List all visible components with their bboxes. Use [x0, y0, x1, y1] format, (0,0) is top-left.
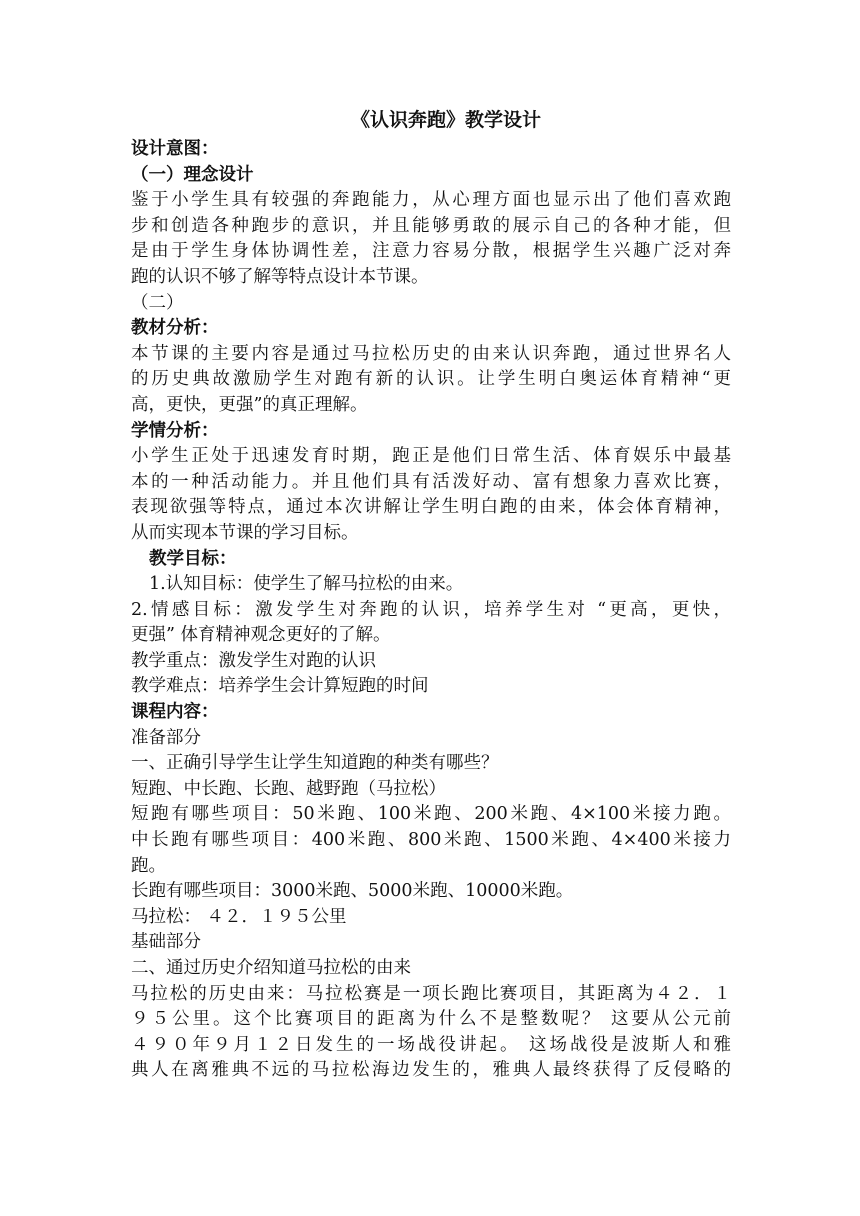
goal-item: 更强” 体育精神观念更好的了解。 — [131, 625, 391, 646]
document-body — [131, 104, 731, 1084]
paragraph-line: ４９０年９月１２日发生的一场战役讲起。 这场战役是波斯人和雅 — [131, 1034, 731, 1055]
heading-material-analysis: 教材分析： — [131, 318, 219, 339]
goal-item: 1.认知目标：使学生了解马拉松的由来。 — [149, 574, 464, 595]
subheading-two: （二） — [131, 292, 184, 313]
teaching-focus: 教学重点：激发学生对跑的认识 — [131, 650, 376, 671]
paragraph-line: 短跑有哪些项目：50米跑、100米跑、200米跑、4×100米接力跑。 — [131, 804, 731, 825]
teaching-difficulty: 教学难点：培养学生会计算短跑的时间 — [131, 676, 429, 697]
goal-item: 2.情感目标：激发学生对奔跑的认识，培养学生对 “更高，更快， — [131, 599, 731, 620]
paragraph-line: 鉴于小学生具有较强的奔跑能力，从心理方面也显示出了他们喜欢跑 — [131, 190, 731, 211]
paragraph-line: 从而实现本节课的学习目标。 — [131, 522, 359, 543]
paragraph-line: 典人在离雅典不远的马拉松海边发生的，雅典人最终获得了反侵略的 — [131, 1060, 731, 1081]
document-title: 《认识奔跑》教学设计 — [350, 109, 541, 131]
paragraph-line: 小学生正处于迅速发育时期，跑正是他们日常生活、体育娱乐中最基 — [131, 446, 731, 467]
paragraph-line: 步和创造各种跑步的意识，并且能够勇敢的展示自己的各种才能，但 — [131, 215, 731, 236]
section-label: 基础部分 — [131, 932, 201, 953]
paragraph-line: 表现欲强等特点，通过本次讲解让学生明白跑的由来，体会体育精神， — [131, 497, 731, 518]
paragraph-line: 短跑、中长跑、长跑、越野跑（马拉松） — [131, 778, 446, 799]
paragraph-line: 本节课的主要内容是通过马拉松历史的由来认识奔跑，通过世界名人 — [131, 343, 731, 364]
paragraph-line: 跑的认识不够了解等特点设计本节课。 — [131, 266, 429, 287]
heading-teaching-goals: 教学目标： — [149, 548, 237, 569]
heading-course-content: 课程内容： — [131, 702, 219, 723]
paragraph-line: ９５公里。这个比赛项目的距离为什么不是整数呢？ 这要从公元前 — [131, 1009, 731, 1030]
paragraph-line: 一、正确引导学生让学生知道跑的种类有哪些？ — [131, 753, 499, 774]
paragraph-line: 本的一种活动能力。并且他们具有活泼好动、富有想象力喜欢比赛， — [131, 471, 731, 492]
paragraph-line: 的历史典故激励学生对跑有新的认识。让学生明白奥运体育精神“更 — [131, 369, 731, 390]
heading-design-intent: 设计意图： — [131, 139, 219, 159]
heading-student-analysis: 学情分析： — [131, 420, 219, 441]
section-label: 准备部分 — [131, 727, 201, 748]
paragraph-line: 长跑有哪些项目：3000米跑、5000米跑、10000米跑。 — [131, 881, 574, 902]
paragraph-line: 中长跑有哪些项目：400米跑、800米跑、1500米跑、4×400米接力 — [131, 830, 731, 851]
paragraph-line: 马拉松： ４２．１９５公里 — [131, 906, 347, 927]
paragraph-line: 马拉松的历史由来：马拉松赛是一项长跑比赛项目，其距离为４２．１ — [131, 983, 731, 1004]
paragraph-line: 二、通过历史介绍知道马拉松的由来 — [131, 958, 411, 978]
paragraph-line: 是由于学生身体协调性差，注意力容易分散，根据学生兴趣广泛对奔 — [131, 241, 731, 262]
subheading-concept-design: （一）理念设计 — [131, 164, 254, 185]
paragraph-line: 跑。 — [131, 855, 166, 876]
paragraph-line: 高，更快，更强”的真正理解。 — [131, 394, 368, 415]
